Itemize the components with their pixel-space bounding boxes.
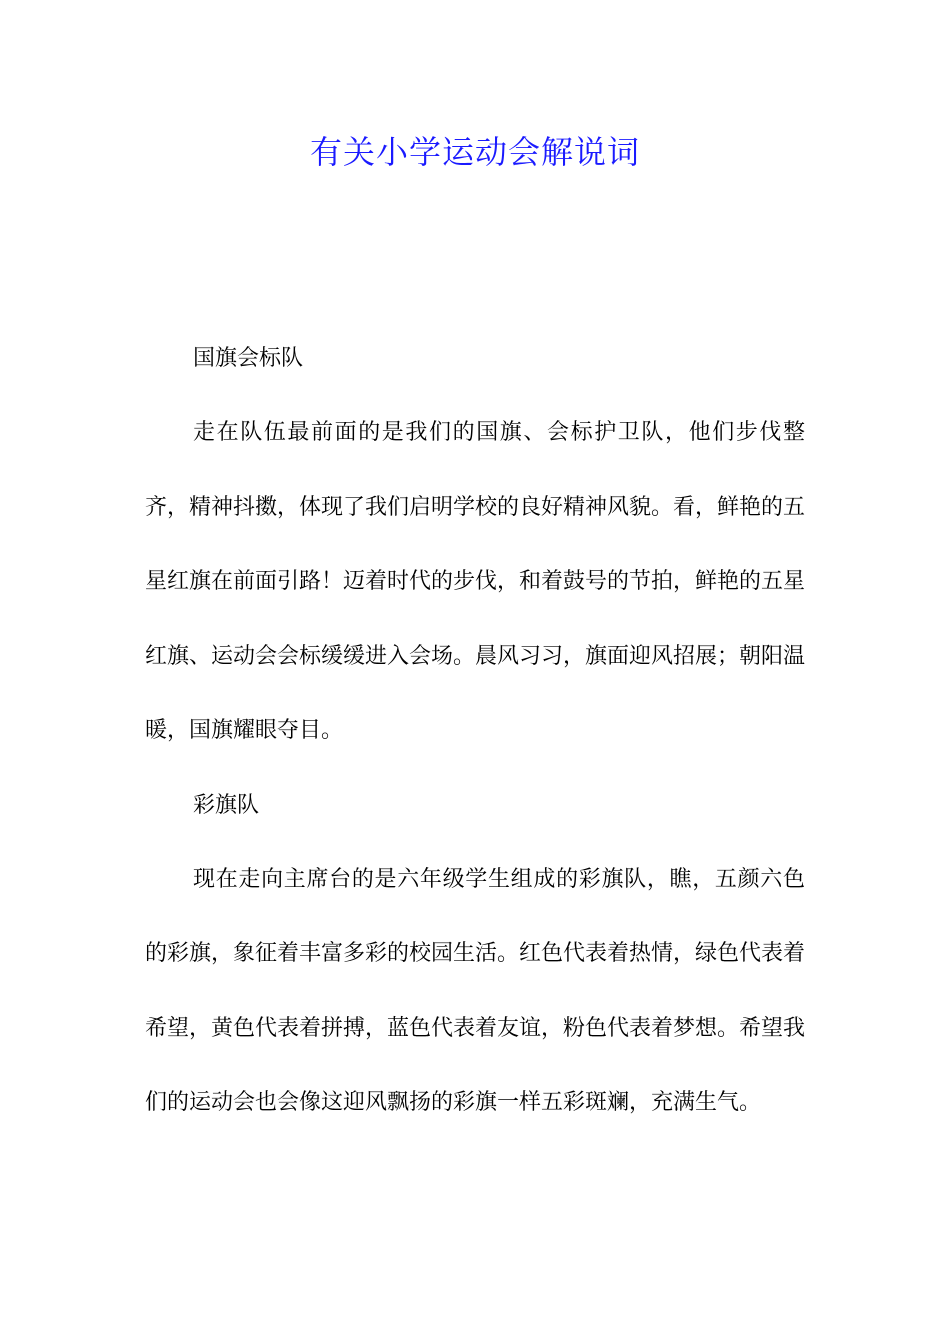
document-title: 有关小学运动会解说词 [309, 133, 640, 171]
section-heading-flag-team: 国旗会标队 [193, 346, 304, 371]
section-paragraph-flag-team: 走在队伍最前面的是我们的国旗、会标护卫队，他们步伐整齐，精神抖擞，体现了我们启明学校的良好精神风貌。看，鲜艳的五星红旗在前面引路！迈着时代的步伐，和着鼓号的节拍，鲜艳的五星红旗、运动会会标缓缓进入会场。晨风习习，旗面迎风招展；朝阳温暖，国旗耀眼夺目。 [145, 420, 806, 743]
section-paragraph-color-flag-team: 现在走向主席台的是六年级学生组成的彩旗队，瞧，五颜六色的彩旗，象征着丰富多彩的校园生活。红色代表着热情，绿色代表着希望，黄色代表着拼搏，蓝色代表着友谊，粉色代表着梦想。希望我们的运动会也会像这迎风飘扬的彩旗一样五彩斑斓，充满生气。 [145, 866, 806, 1115]
document-body [145, 336, 805, 1155]
section-heading-color-flag-team: 彩旗队 [193, 792, 260, 818]
